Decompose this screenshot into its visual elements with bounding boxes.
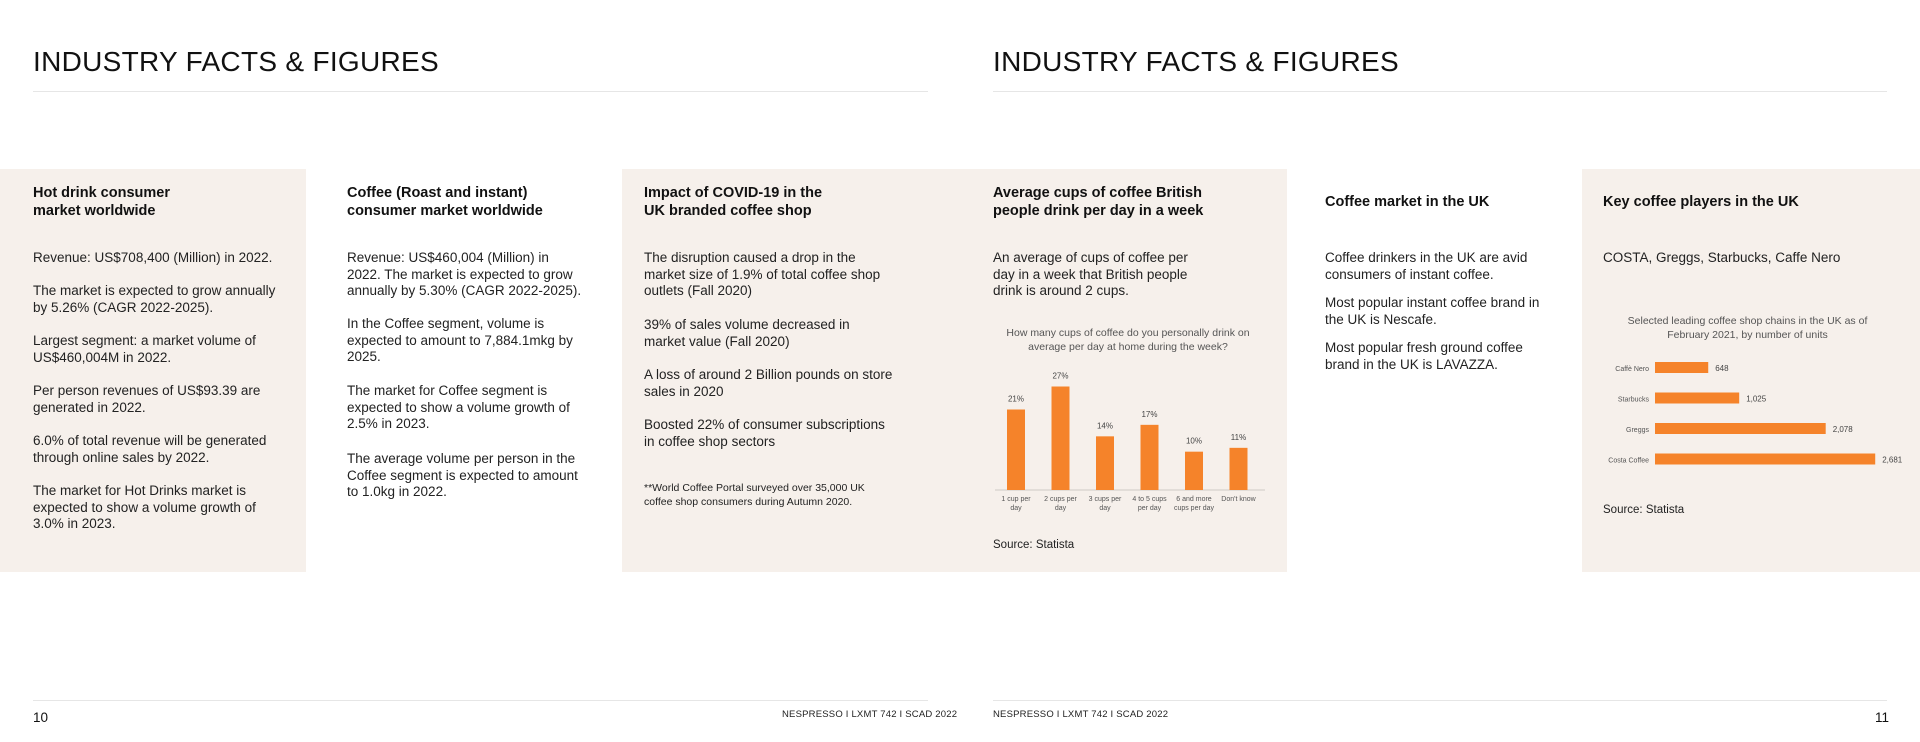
page-title-left: INDUSTRY FACTS & FIGURES bbox=[33, 46, 440, 77]
coffee-market-para-4: The average volume per person in the Coffee segment is expected to amount to 1.0kg in 2022. bbox=[347, 451, 578, 499]
hot-drink-para-4: Per person revenues of US$93.39 are generated in 2022. bbox=[33, 383, 261, 415]
hot-drink-para-5: 6.0% of total revenue will be generated through online sales by 2022. bbox=[33, 433, 267, 465]
cups-category-label: Don't know bbox=[1221, 496, 1256, 503]
players-data-label: 2,078 bbox=[1832, 425, 1853, 434]
uk-market-title: Coffee market in the UK bbox=[1325, 194, 1490, 210]
players-category-label: Starbucks bbox=[1617, 396, 1649, 404]
players-category-label: Costa Coffee bbox=[1608, 457, 1649, 465]
coffee-market-para-2: In the Coffee segment, volume is expected to amount to 7,884.1mkg by 2025. bbox=[347, 316, 573, 364]
players-chart-caption: Selected leading coffee shop chains in the UK as of February 2021, by number of units bbox=[1627, 315, 1868, 341]
cups-bar bbox=[1007, 410, 1025, 491]
players-bar bbox=[1655, 454, 1875, 465]
page-number-right: 11 bbox=[1875, 710, 1890, 725]
page-number-left: 10 bbox=[33, 710, 49, 725]
cups-category-label: 4 to 5 cups per day bbox=[1132, 496, 1167, 512]
players-data-label: 1,025 bbox=[1746, 394, 1767, 404]
cups-bar bbox=[1141, 425, 1159, 490]
hot-drink-para-6: The market for Hot Drinks market is expected to show a volume growth of 3.0% in 2023. bbox=[33, 483, 256, 531]
cups-bar bbox=[1096, 436, 1114, 490]
footer-text-right: NESPRESSO I LXMT 742 I SCAD 2022 bbox=[993, 709, 1169, 720]
cups-category-label: 3 cups per day bbox=[1088, 496, 1122, 512]
covid-note: **World Coffee Portal surveyed over 35,000 UK coffee shop consumers during Autumn 2020. bbox=[644, 482, 865, 508]
players-bar bbox=[1655, 362, 1708, 373]
cups-data-label: 14% bbox=[1096, 421, 1114, 431]
cups-data-label: 27% bbox=[1052, 371, 1069, 381]
cups-intro: An average of cups of coffee per day in a week that British people drink is around 2 cups. bbox=[993, 250, 1188, 298]
cups-category-label: 1 cup per day bbox=[1001, 496, 1031, 512]
players-category-label: Greggs bbox=[1626, 427, 1649, 434]
uk-market-para-1: Coffee drinkers in the UK are avid consumers of instant coffee. bbox=[1325, 250, 1528, 282]
covid-title: Impact of COVID-19 in the UK branded coffee shop bbox=[644, 185, 823, 219]
cups-data-label: 10% bbox=[1185, 436, 1203, 446]
hot-drink-title: Hot drink consumer market worldwide bbox=[33, 185, 170, 219]
uk-market-para-3: Most popular fresh ground coffee brand in the UK is LAVAZZA. bbox=[1325, 340, 1523, 372]
covid-para-3: A loss of around 2 Billion pounds on store sales in 2020 bbox=[644, 367, 893, 399]
players-category-label: Caffè Nero bbox=[1615, 366, 1649, 373]
covid-para-4: Boosted 22% of consumer subscriptions in coffee shop sectors bbox=[644, 417, 885, 449]
footer-divider-right bbox=[993, 700, 1887, 701]
header-divider-right bbox=[993, 91, 1887, 92]
cups-bar bbox=[1230, 448, 1248, 490]
covid-para-2: 39% of sales volume decreased in market value (Fall 2020) bbox=[644, 317, 850, 349]
page-title-right: INDUSTRY FACTS & FIGURES bbox=[993, 46, 1400, 77]
cups-category-label: 6 and more cups per day bbox=[1173, 496, 1215, 512]
players-source: Source: Statista bbox=[1603, 504, 1685, 516]
coffee-market-title: Coffee (Roast and instant) consumer market worldwide bbox=[347, 185, 543, 219]
players-bar-chart bbox=[1595, 355, 1903, 475]
cups-data-label: 17% bbox=[1141, 409, 1158, 419]
hot-drink-para-3: Largest segment: a market volume of US$460,004M in 2022. bbox=[33, 333, 256, 365]
coffee-market-para-3: The market for Coffee segment is expected to show a volume growth of 2.5% in 2023. bbox=[347, 383, 570, 431]
players-list: COSTA, Greggs, Starbucks, Caffe Nero bbox=[1603, 250, 1841, 265]
cups-title: Average cups of coffee British people drink per day in a week bbox=[993, 185, 1204, 219]
coffee-market-para-1: Revenue: US$460,004 (Million) in 2022. The market is expected to grow annually by 5.30% (CAGR 2022-2025). bbox=[347, 250, 582, 298]
players-bar bbox=[1655, 423, 1826, 434]
footer-divider-left bbox=[33, 700, 928, 701]
players-data-label: 2,681 bbox=[1882, 455, 1903, 465]
cups-bar-chart bbox=[995, 355, 1270, 520]
players-data-label: 648 bbox=[1715, 364, 1729, 373]
hot-drink-para-1: Revenue: US$708,400 (Million) in 2022. bbox=[33, 250, 273, 265]
header-divider-left bbox=[33, 91, 928, 92]
cups-source: Source: Statista bbox=[993, 539, 1075, 551]
players-title: Key coffee players in the UK bbox=[1603, 194, 1799, 210]
cups-bar bbox=[1185, 452, 1203, 490]
footer-text-left: NESPRESSO I LXMT 742 I SCAD 2022 bbox=[782, 709, 958, 720]
covid-para-1: The disruption caused a drop in the market size of 1.9% of total coffee shop outlets (Fall 2020) bbox=[644, 250, 881, 298]
cups-data-label: 11% bbox=[1230, 432, 1247, 442]
cups-bar bbox=[1052, 387, 1070, 491]
cups-chart-caption: How many cups of coffee do you personally drink on average per day at home during the week? bbox=[1006, 327, 1250, 353]
cups-category-label: 2 cups per day bbox=[1044, 496, 1077, 512]
uk-market-para-2: Most popular instant coffee brand in the UK is Nescafe. bbox=[1325, 295, 1540, 327]
hot-drink-para-2: The market is expected to grow annually by 5.26% (CAGR 2022-2025). bbox=[33, 283, 276, 315]
cups-data-label: 21% bbox=[1007, 394, 1025, 404]
players-bar bbox=[1655, 393, 1739, 404]
